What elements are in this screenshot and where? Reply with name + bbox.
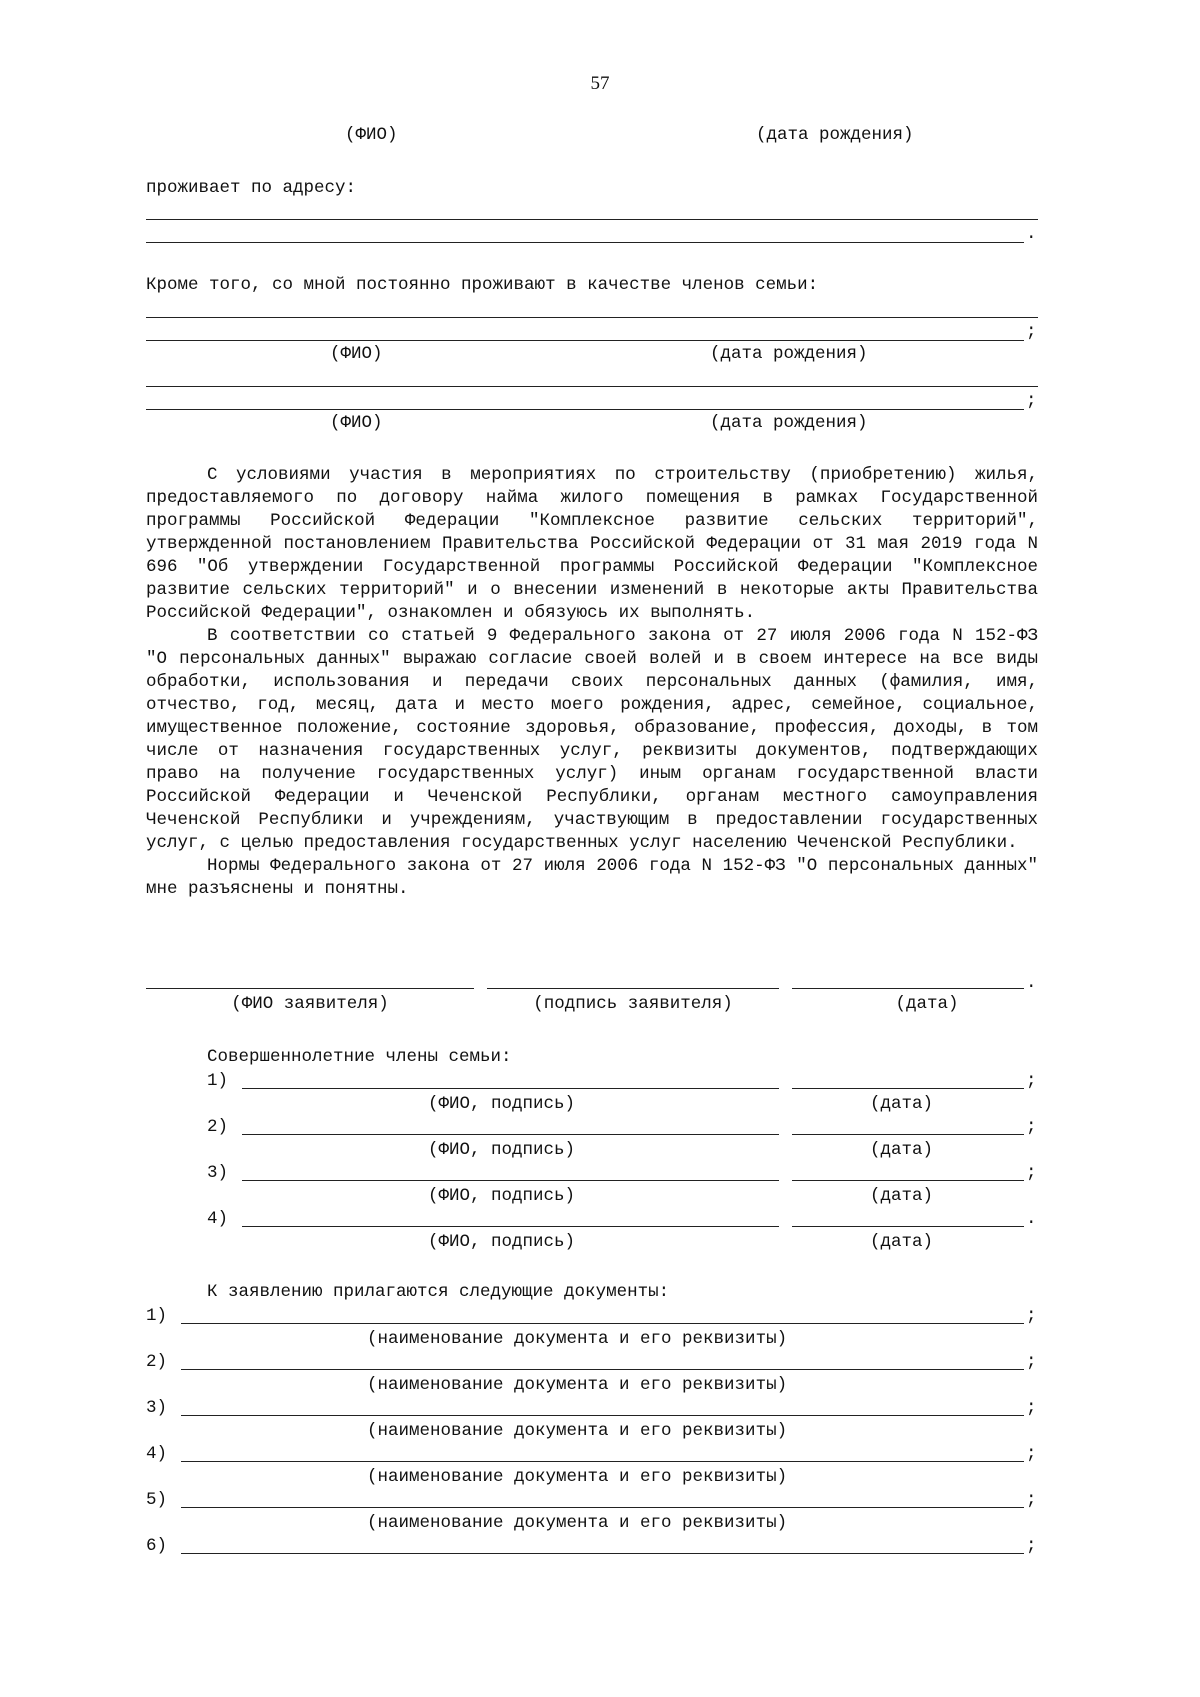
document-caption-4: (наименование документа и его реквизиты) [367, 1467, 788, 1487]
adult-member-end-4: . [1026, 1209, 1037, 1229]
applicant-sign-caption: (подпись заявителя) [533, 994, 733, 1014]
body-text [146, 464, 1038, 901]
adult-member-end-3: ; [1026, 1163, 1037, 1183]
adult-member-fio-line-1[interactable] [242, 1088, 779, 1089]
adult-members-title: Совершеннолетние члены семьи: [207, 1047, 512, 1067]
adult-member-fio-line-3[interactable] [242, 1180, 779, 1181]
document-line-4[interactable] [181, 1461, 1024, 1462]
adult-member-num-1: 1) [207, 1071, 229, 1091]
document-caption-3: (наименование документа и его реквизиты) [367, 1421, 788, 1441]
address-line-1[interactable] [146, 219, 1038, 220]
document-num-3: 3) [146, 1398, 168, 1418]
applicant-date-caption: (дата) [895, 994, 959, 1014]
document-num-4: 4) [146, 1444, 168, 1464]
applicant-end-mark: . [1026, 973, 1037, 993]
paragraph-norms: Нормы Федерального закона от 27 июля 2006 года N 152-ФЗ "О персональных данных" мне разъяснены и понятны. [146, 856, 1038, 899]
adult-member-date-line-1[interactable] [792, 1088, 1024, 1089]
applicant-date-line[interactable] [792, 988, 1024, 989]
document-caption-5: (наименование документа и его реквизиты) [367, 1513, 788, 1533]
document-end-6: ; [1026, 1536, 1037, 1556]
adult-member-fio-line-4[interactable] [242, 1226, 779, 1227]
document-end-4: ; [1026, 1444, 1037, 1464]
applicant-fio-line[interactable] [146, 988, 474, 989]
page-number: 57 [590, 73, 610, 94]
adult-member-date-line-4[interactable] [792, 1226, 1024, 1227]
adult-member-date-caption-3: (дата) [870, 1186, 934, 1206]
adult-member-date-line-3[interactable] [792, 1180, 1024, 1181]
family-member-line-2b[interactable] [146, 409, 1024, 410]
family-member-end-2: ; [1026, 391, 1037, 411]
applicant-fio-caption: (ФИО заявителя) [231, 994, 389, 1014]
address-end-mark: . [1026, 224, 1037, 244]
adult-member-num-3: 3) [207, 1163, 229, 1183]
adult-member-fio-caption-2: (ФИО, подпись) [428, 1140, 576, 1160]
document-end-5: ; [1026, 1490, 1037, 1510]
adult-member-num-4: 4) [207, 1209, 229, 1229]
adult-member-date-line-2[interactable] [792, 1134, 1024, 1135]
family-member-line-2a[interactable] [146, 386, 1038, 387]
document-caption-1: (наименование документа и его реквизиты) [367, 1329, 788, 1349]
document-end-2: ; [1026, 1352, 1037, 1372]
document-end-1: ; [1026, 1306, 1037, 1326]
document-caption-2: (наименование документа и его реквизиты) [367, 1375, 788, 1395]
document-line-5[interactable] [181, 1507, 1024, 1508]
family-member-birth-caption-1: (дата рождения) [710, 344, 868, 364]
adult-member-end-2: ; [1026, 1117, 1037, 1137]
adult-member-num-2: 2) [207, 1117, 229, 1137]
document-line-6[interactable] [181, 1553, 1024, 1554]
family-member-end-1: ; [1026, 322, 1037, 342]
fio-caption-top: (ФИО) [345, 125, 398, 145]
document-end-3: ; [1026, 1398, 1037, 1418]
document-line-2[interactable] [181, 1369, 1024, 1370]
family-member-birth-caption-2: (дата рождения) [710, 413, 868, 433]
family-member-line-1b[interactable] [146, 340, 1024, 341]
address-line-2[interactable] [146, 242, 1024, 243]
paragraph-consent: В соответствии со статьей 9 Федерального закона от 27 июля 2006 года N 152-ФЗ "О персональных данных" выражаю согласие своей волей и в своем интересе на все виды обработки, использования и передачи своих персональных данных (фамилия, имя, отчество, год, месяц, дата и место моего рождения, адрес, семейное, социальное, имущественное положение, состояние здоровья, образование, профессия, доходы, в том числе от назначения государственных услуг, реквизиты документов, подтверждающих право на получение государственных услуг) иным органам государственной власти Российской Федерации и Чеченской Республики, органам местного самоуправления Чеченской Республики и учреждениям, участвующим в предоставлении государственных услуг, с целью предоставления государственных услуг населению Чеченской Республики. [146, 626, 1038, 853]
document-line-3[interactable] [181, 1415, 1024, 1416]
document-line-1[interactable] [181, 1323, 1024, 1324]
adult-member-date-caption-1: (дата) [870, 1094, 934, 1114]
birth-caption-top: (дата рождения) [756, 125, 914, 145]
applicant-sign-line[interactable] [487, 988, 779, 989]
paragraph-conditions: С условиями участия в мероприятиях по строительству (приобретению) жилья, предоставляемого по договору найма жилого помещения в рамках Государственной программы Российской Федерации "Комплексное развитие сельских территорий", утвержденной постановлением Правительства Российской Федерации от 31 мая 2019 года N 696 "Об утверждении Государственной программы Российской Федерации "Комплексное развитие сельских территорий" и о внесении изменений в некоторые акты Правительства Российской Федерации", ознакомлен и обязуюсь их выполнять. [146, 465, 1038, 623]
adult-member-end-1: ; [1026, 1071, 1037, 1091]
adult-member-fio-caption-4: (ФИО, подпись) [428, 1232, 576, 1252]
adult-member-fio-caption-3: (ФИО, подпись) [428, 1186, 576, 1206]
family-member-line-1a[interactable] [146, 317, 1038, 318]
document-num-1: 1) [146, 1306, 168, 1326]
document-num-2: 2) [146, 1352, 168, 1372]
family-member-fio-caption-2: (ФИО) [330, 413, 383, 433]
adult-member-fio-caption-1: (ФИО, подпись) [428, 1094, 576, 1114]
adult-member-date-caption-4: (дата) [870, 1232, 934, 1252]
documents-title: К заявлению прилагаются следующие документы: [207, 1282, 670, 1302]
address-label: проживает по адресу: [146, 178, 357, 198]
document-num-5: 5) [146, 1490, 168, 1510]
family-intro: Кроме того, со мной постоянно проживают в качестве членов семьи: [146, 275, 819, 295]
document-num-6: 6) [146, 1536, 168, 1556]
adult-member-date-caption-2: (дата) [870, 1140, 934, 1160]
family-member-fio-caption-1: (ФИО) [330, 344, 383, 364]
adult-member-fio-line-2[interactable] [242, 1134, 779, 1135]
